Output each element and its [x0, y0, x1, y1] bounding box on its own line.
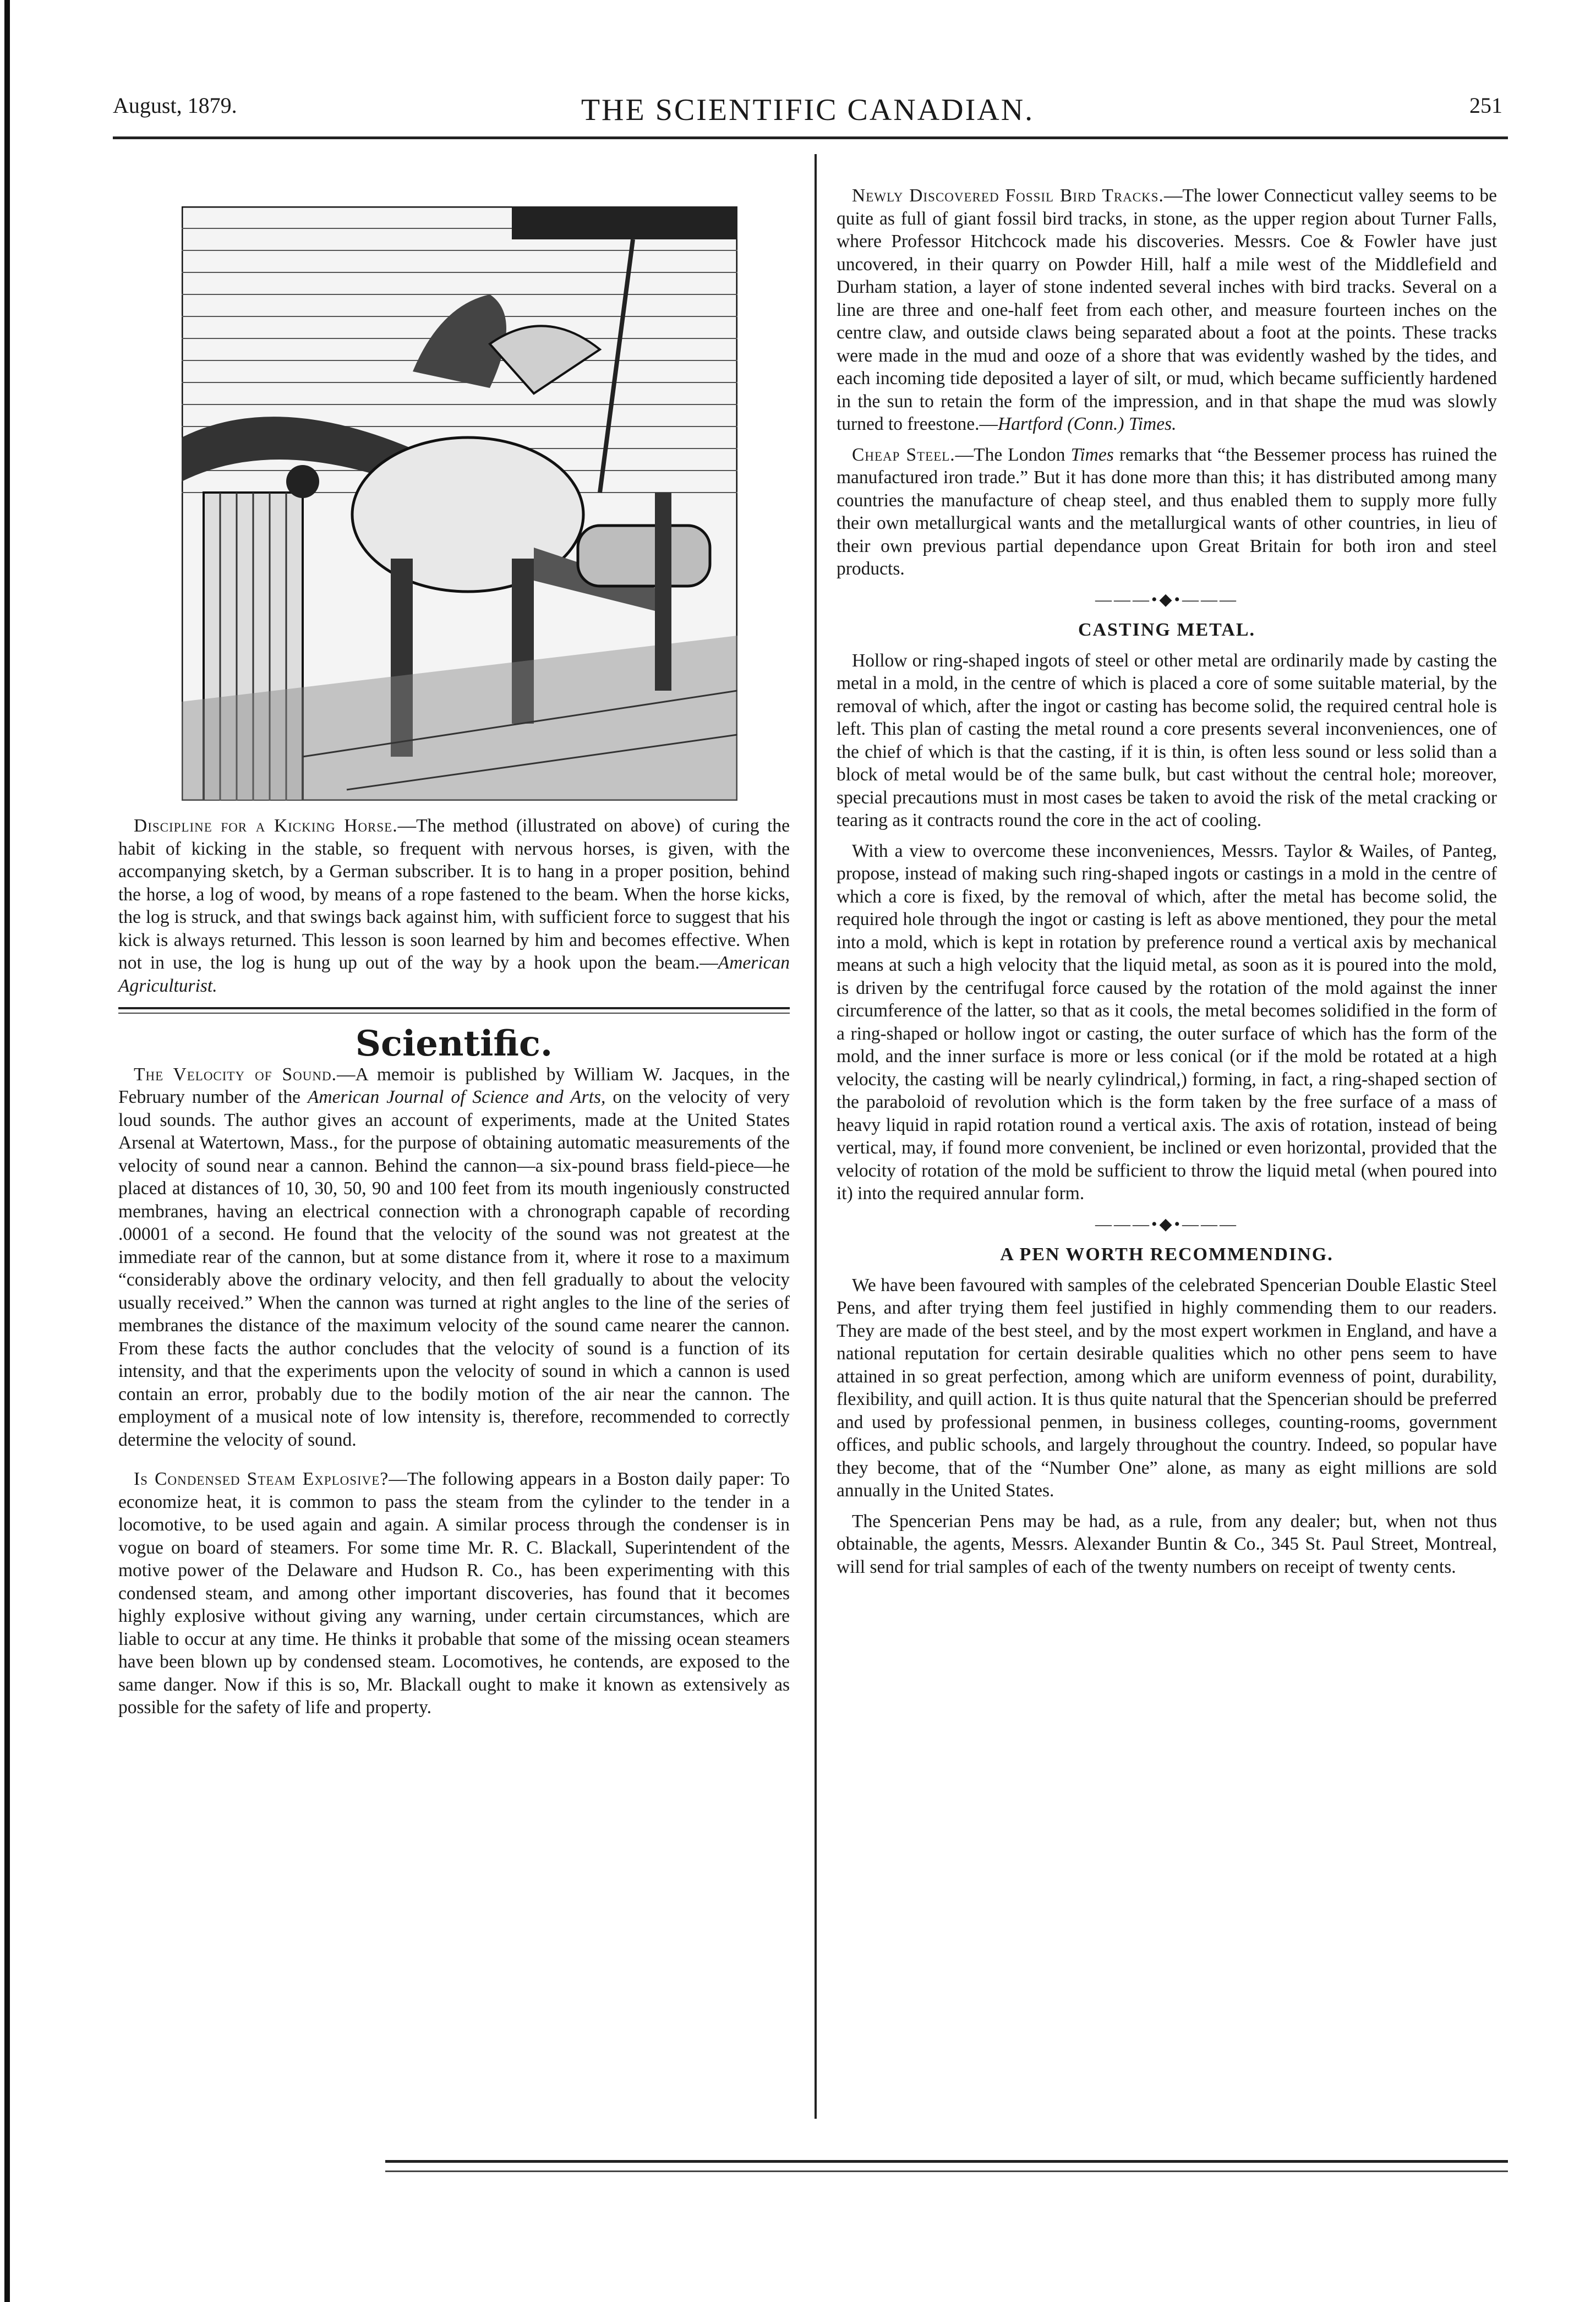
kicking-horse-illustration	[182, 206, 737, 801]
header-rule	[113, 136, 1508, 139]
condensed-steam-article	[118, 1468, 790, 1719]
page-number: 251	[1469, 93, 1502, 118]
kicking-horse-article	[118, 814, 790, 997]
publication-title: THE SCIENTIFIC CANADIAN.	[581, 93, 1035, 127]
article-source: American Journal of Science and Arts,	[307, 1087, 606, 1107]
pen-article-paragraph: The Spencerian Pens may be had, as a rule, from any dealer; but, when not thus obtainable, the agents, Messrs. Alexander Buntin & Co., 345 St. Paul Street, Montreal, will send for trial samples of each of the twenty numbers on receipt of twenty cents.	[837, 1511, 1497, 1577]
left-column	[118, 814, 790, 1727]
column-divider	[815, 154, 817, 2119]
article-body-cont: on the velocity of very loud sounds. The author gives an account of experiments, made at the United States Arsenal at Watertown, Mass., for the purpose of obtaining automatic measurements of the velocity of sound near a cannon. Behind the cannon—a six-pound brass field-piece—he placed at distances of 10, 30, 50, 90 and 100 feet from its mouth ingeniously constructed membranes, having an electrical connection with a chronograph capable of recording .00001 of a second. He found that the velocity of the sound was not greatest at the immediate rear of the cannon, but at some distance from it, where it rose to a maximum “considerably above the ordinary velocity, and then fell gradually to about the velocity usually received.” When the cannon was turned at right angles to the line of the series of membranes the distance of the maximum velocity of the sound came nearer the cannon. From these facts the author concludes that the velocity of sound is a function of its intensity, and that the experiments upon the velocity of sound in which a cannon is used contain an error, probably due to the bodily motion of the air near the cannon. The employment of a musical note of low intensity is, therefore, recommended to correctly determine the velocity of sound.	[118, 1087, 790, 1450]
article-source: American Agriculturist.	[118, 953, 790, 996]
cheap-steel-article	[837, 444, 1497, 581]
casting-metal-paragraph: With a view to overcome these inconveniences, Messrs. Taylor & Wailes, of Panteg, propose, instead of making such ring-shaped ingots or castings in a mold in the centre of which a core is fixed, by the removal of which, after the metal has become solid, the required hole through the ingot or casting is left as above mentioned, they pour the metal into a mold, which is kept in rotation by preference round a vertical axis by mechanical means at such a high velocity that the liquid metal, as soon as it is poured into the mold, is driven by the centrifugal force caused by the rotation of the mold against the inner circumference of the latter, so that as it cools, the metal becomes solidified in the form of a ring-shaped or hollow ingot or casting, the outer surface of which has the form of the mold, and the inner surface is more or less conical (or if the mold be rotated at a high velocity, the casting will be nearly cylindrical,) forming, in fact, a ring-shaped section of the paraboloid of revolution which is the form taken by the free surface of a mass of heavy liquid in rapid rotation round a vertical axis. The axis of rotation, instead of being vertical, may, if found more convenient, be inclined or even horizontal, provided that the velocity of rotation of the mold be sufficient to throw the liquid metal (when poured into it) into the required annular form.	[837, 840, 1497, 1204]
article-body: —The method (illustrated on above) of curing the habit of kicking in the stable, so frequent with nervous horses, is given, with the accompanying sketch, by a German subscriber. It is to hang in a proper position, behind the horse, a log of wood, by means of a rope fastened to the beam. When the horse kicks, the log is struck, and that swings back against him, with sufficient force to suggest that his kick is always returned. This lesson is soon learned by him and becomes effective. When not in use, the log is hung up out of the way by a hook upon the beam.—	[118, 816, 790, 973]
article-body: —The London	[955, 444, 1071, 465]
article-heading: Cheap Steel.	[852, 444, 955, 465]
footer-rule	[385, 2160, 1508, 2163]
article-body: —The following appears in a Boston daily paper: To economize heat, it is common to pass the steam from the cylinder to the tender in a locomotive, to be used again and again. A similar process through the condenser is in vogue on board of steamers. For some time Mr. R. C. Blackall, Superintendent of the motive power of the Delaware and Hudson R. Co., has been experimenting with this condensed steam, and among other important discoveries, has found that it becomes highly explosive without giving any warning, under certain circumstances, which are liable to occur at any time. He thinks it probable that some of the missing ocean steamers have been blown up by condensed steam. Locomotives, he contends, are exposed to the same danger. Now if this is so, Mr. Blackall ought to make it known as extensively as possible for the safety of life and property.	[118, 1469, 790, 1718]
velocity-of-sound-article	[118, 1063, 790, 1452]
right-column	[837, 184, 1497, 1586]
section-title: Scientific.	[355, 1023, 553, 1064]
page-edge-border	[4, 0, 10, 2302]
section-rule	[118, 1007, 790, 1009]
pen-article-paragraph: We have been favoured with samples of the celebrated Spencerian Double Elastic Steel Pens, and after trying them feel justified in highly commending them to our readers. They are made of the best steel, and by the most expert workmen in England, and have a national reputation for certain desirable qualities which no other pens seem to have attained in so great perfection, among which are uniform evenness of point, durability, flexibility, and quill action. It is thus quite natural that the Spencerian should be preferred and used by professional penmen, in business colleges, counting-rooms, government offices, and public schools, and largely throughout the country. Indeed, so popular have they become, that of the “Number One” alone, as many as eight millions are sold annually in the United States.	[837, 1275, 1497, 1501]
article-body: —A memoir is published by William W. Jacques, in the February number of the	[118, 1064, 790, 1107]
footer-rule	[385, 2170, 1508, 2172]
article-heading: Discipline for a Kicking Horse.	[134, 816, 398, 836]
article-source: Hartford (Conn.) Times.	[998, 414, 1177, 434]
article-heading: The Velocity of Sound.	[134, 1064, 337, 1085]
casting-metal-paragraph: Hollow or ring-shaped ingots of steel or other metal are ordinarily made by casting the metal in a mold, in the centre of which is placed a core of some suitable material, by the removal of which, after the ingot or casting has become solid, the required central hole is left. This plan of casting the metal round a core presents several inconveniences, one of the chief of which is that the casting, if it is thin, is often less sound or less solid than a block of metal would be of the same bulk, but cast without the central hole; moreover, special precautions must in most cases be taken to avoid the risk of the metal cracking or tearing as it contracts round the core in the act of cooling.	[837, 650, 1497, 830]
article-heading: Newly Discovered Fossil Bird Tracks.	[852, 185, 1164, 206]
newspaper-name: Times	[1070, 444, 1114, 465]
section-rule	[118, 1013, 790, 1014]
article-heading: Is Condensed Steam Explosive?	[134, 1469, 389, 1489]
fossil-tracks-article	[837, 184, 1497, 436]
issue-date: August, 1879.	[113, 93, 237, 118]
article-body: —The lower Connecticut valley seems to be quite as full of giant fossil bird tracks, in stone, as the upper region about Turner Falls, where Professor Hitchcock made his discoveries. Messrs. Coe & Fowler have just uncovered, in their quarry on Powder Hill, half a mile west of the Middlefield and Durham station, a layer of stone indented several inches with bird tracks. Several on a line are three and one-half feet from each other, and measure fourteen inches on the centre claw, and outside claws being separated about a foot at the points. These tracks were made in the mud and ooze of a shore that was evidently washed by the tides, and each incoming tide deposited a layer of silt, or mud, which became sufficiently hardened in the sun to retain the form of the impression, and in that shape the mud was slowly turned to freestone.—	[837, 185, 1497, 434]
casting-metal-title: CASTING METAL.	[1078, 620, 1256, 640]
pen-article-title: A PEN WORTH RECOMMENDING.	[1000, 1244, 1333, 1265]
page-header	[113, 92, 1502, 131]
article-body-cont: remarks that “the Bessemer process has ruined the manufactured iron trade.” But it has done more than this; it has distributed among many countries the manufacture of cheap steel, and thus enabled them to supply more fully their own metallurgical wants and the metallurgical wants of other countries, in lieu of their own previous partial dependance upon Great Britain for both iron and steel products.	[837, 444, 1497, 579]
ornament-divider: ———•◆•———	[1095, 590, 1239, 609]
ornament-divider: ———•◆•———	[1095, 1215, 1239, 1233]
